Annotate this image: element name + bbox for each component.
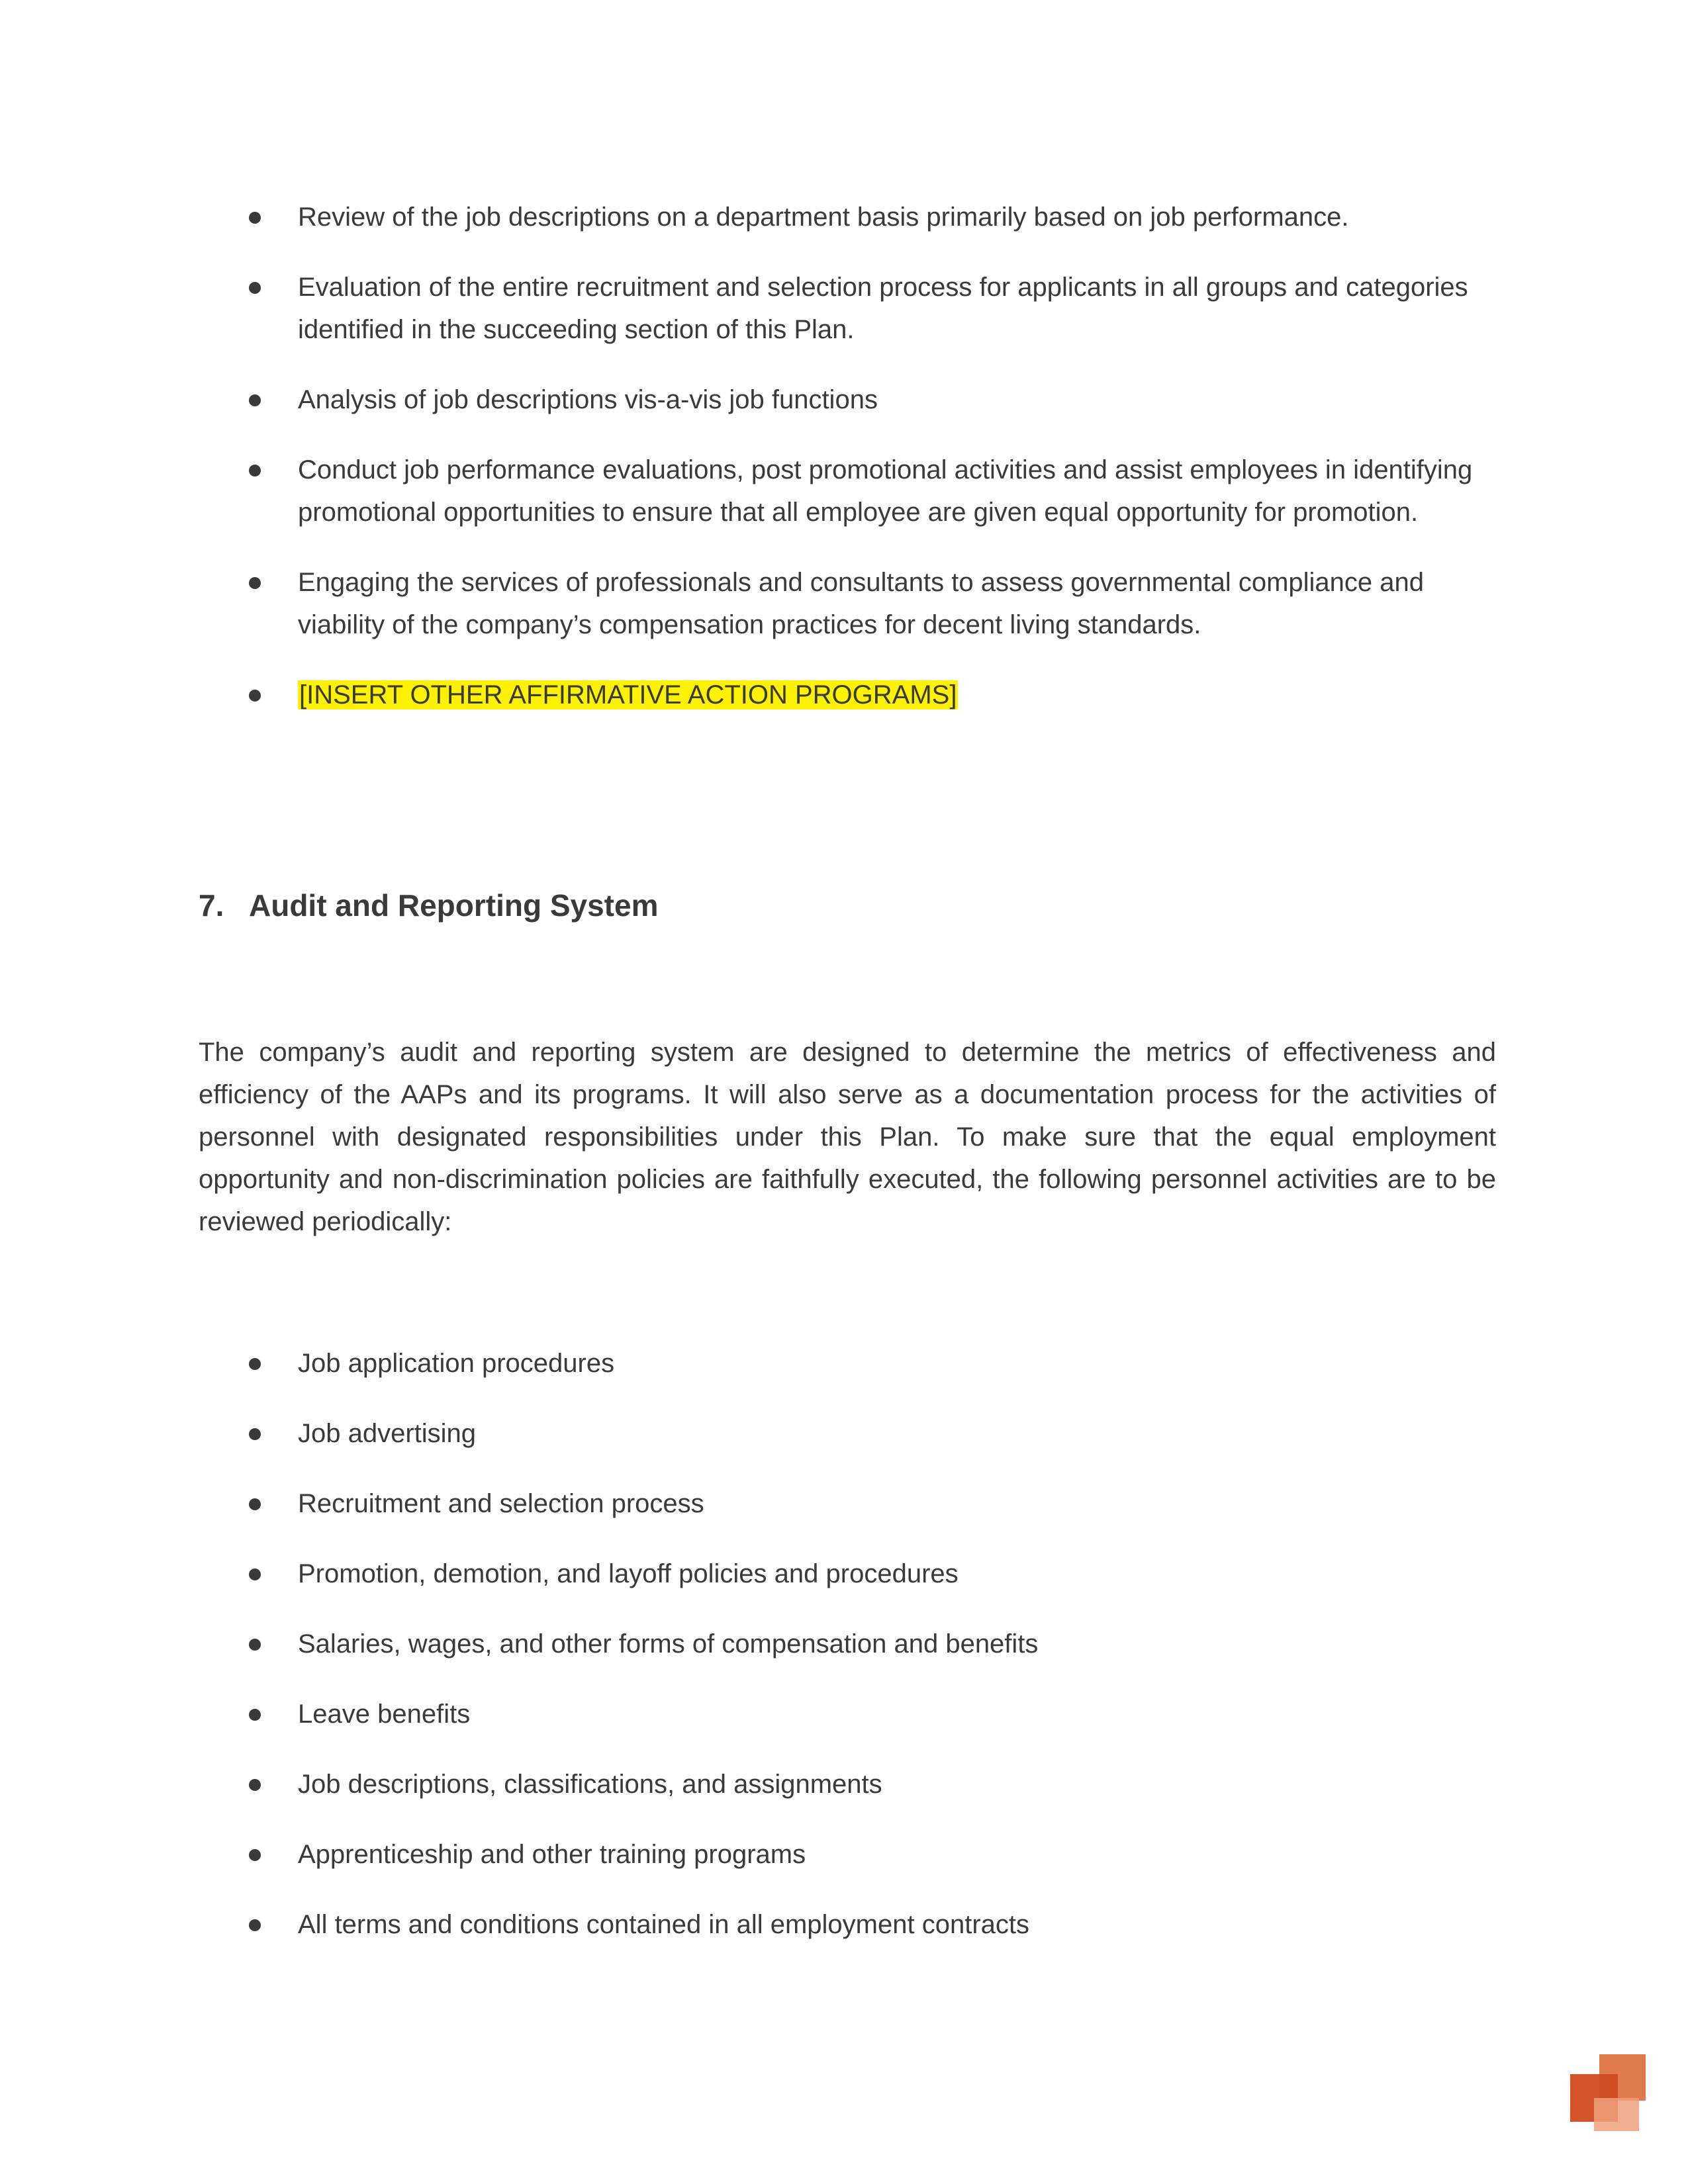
logo-icon	[1570, 2054, 1647, 2131]
section-paragraph: The company’s audit and reporting system are designed to determine the metrics of effectiveness and efficiency of the AAPs and its programs. It will also serve as a documentation process for the activities of personnel with designated responsibilities under this Plan. To make sure that the equal employment opportunity and non-discrimination policies are faithfully executed, the following personnel activities are to be reviewed periodically:	[199, 1038, 1496, 1236]
list-item	[199, 1553, 1496, 1595]
section-title: Audit and Reporting System	[249, 888, 659, 923]
list-item	[199, 1482, 1496, 1525]
bullet-icon	[249, 1498, 261, 1510]
bullet-icon	[249, 1358, 261, 1370]
list-item-text: Review of the job descriptions on a department basis primarily based on job performance.	[298, 203, 1349, 232]
bullet-icon	[249, 212, 261, 224]
list-item-text: Engaging the services of professionals and consultants to assess governmental compliance and viability of the company’s compensation practices for decent living standards.	[298, 568, 1424, 639]
list-item-text: Job application procedures	[298, 1349, 615, 1378]
bullet-icon	[249, 282, 261, 294]
list-item-text: Job advertising	[298, 1419, 477, 1448]
list-item-text: Recruitment and selection process	[298, 1489, 704, 1518]
section-heading	[199, 884, 658, 927]
list-item-text: Salaries, wages, and other forms of compensation and benefits	[298, 1629, 1039, 1659]
list-item-text: Conduct job performance evaluations, post promotional activities and assist employees in identifying promotional opportunities to ensure that all employee are given equal opportunity for promotion.	[298, 455, 1473, 527]
list-item	[199, 1693, 1496, 1735]
bullet-icon	[249, 1428, 261, 1440]
logo-square-bottom	[1594, 2098, 1639, 2131]
list-item	[199, 196, 1496, 238]
list-item	[199, 266, 1496, 351]
list-item-text: All terms and conditions contained in all employment contracts	[298, 1910, 1029, 1939]
list-item-text: Promotion, demotion, and layoff policies and procedures	[298, 1559, 959, 1588]
bullet-icon	[249, 1779, 261, 1791]
list-item-text: Analysis of job descriptions vis-a-vis job functions	[298, 385, 878, 414]
bullet-icon	[249, 465, 261, 477]
list-item	[199, 561, 1496, 646]
reviewed-activities-list	[199, 1342, 1496, 1974]
section-number: 7.	[199, 888, 224, 923]
list-item	[199, 1763, 1496, 1805]
list-item-text: Evaluation of the entire recruitment and selection process for applicants in all groups and categories identified in the succeeding section of this Plan.	[298, 273, 1468, 344]
list-item	[199, 449, 1496, 533]
placeholder-highlight: [INSERT OTHER AFFIRMATIVE ACTION PROGRAMS]	[299, 680, 957, 709]
list-item-text: Apprenticeship and other training programs	[298, 1840, 806, 1869]
bullet-icon	[249, 1919, 261, 1931]
list-item	[199, 1412, 1496, 1455]
list-item-text: Leave benefits	[298, 1700, 471, 1729]
bullet-icon	[249, 394, 261, 406]
bullet-icon	[249, 1849, 261, 1861]
list-item	[199, 1903, 1496, 1946]
bullet-icon	[249, 577, 261, 589]
affirmative-action-list	[199, 196, 1496, 744]
list-item	[199, 1342, 1496, 1385]
bullet-icon	[249, 1639, 261, 1651]
list-item	[199, 379, 1496, 421]
bullet-icon	[249, 1709, 261, 1721]
bullet-icon	[249, 1569, 261, 1580]
list-item	[199, 674, 1496, 716]
list-item	[199, 1623, 1496, 1665]
list-item	[199, 1833, 1496, 1876]
list-item-text: Job descriptions, classifications, and assignments	[298, 1770, 882, 1799]
bullet-icon	[249, 690, 261, 702]
